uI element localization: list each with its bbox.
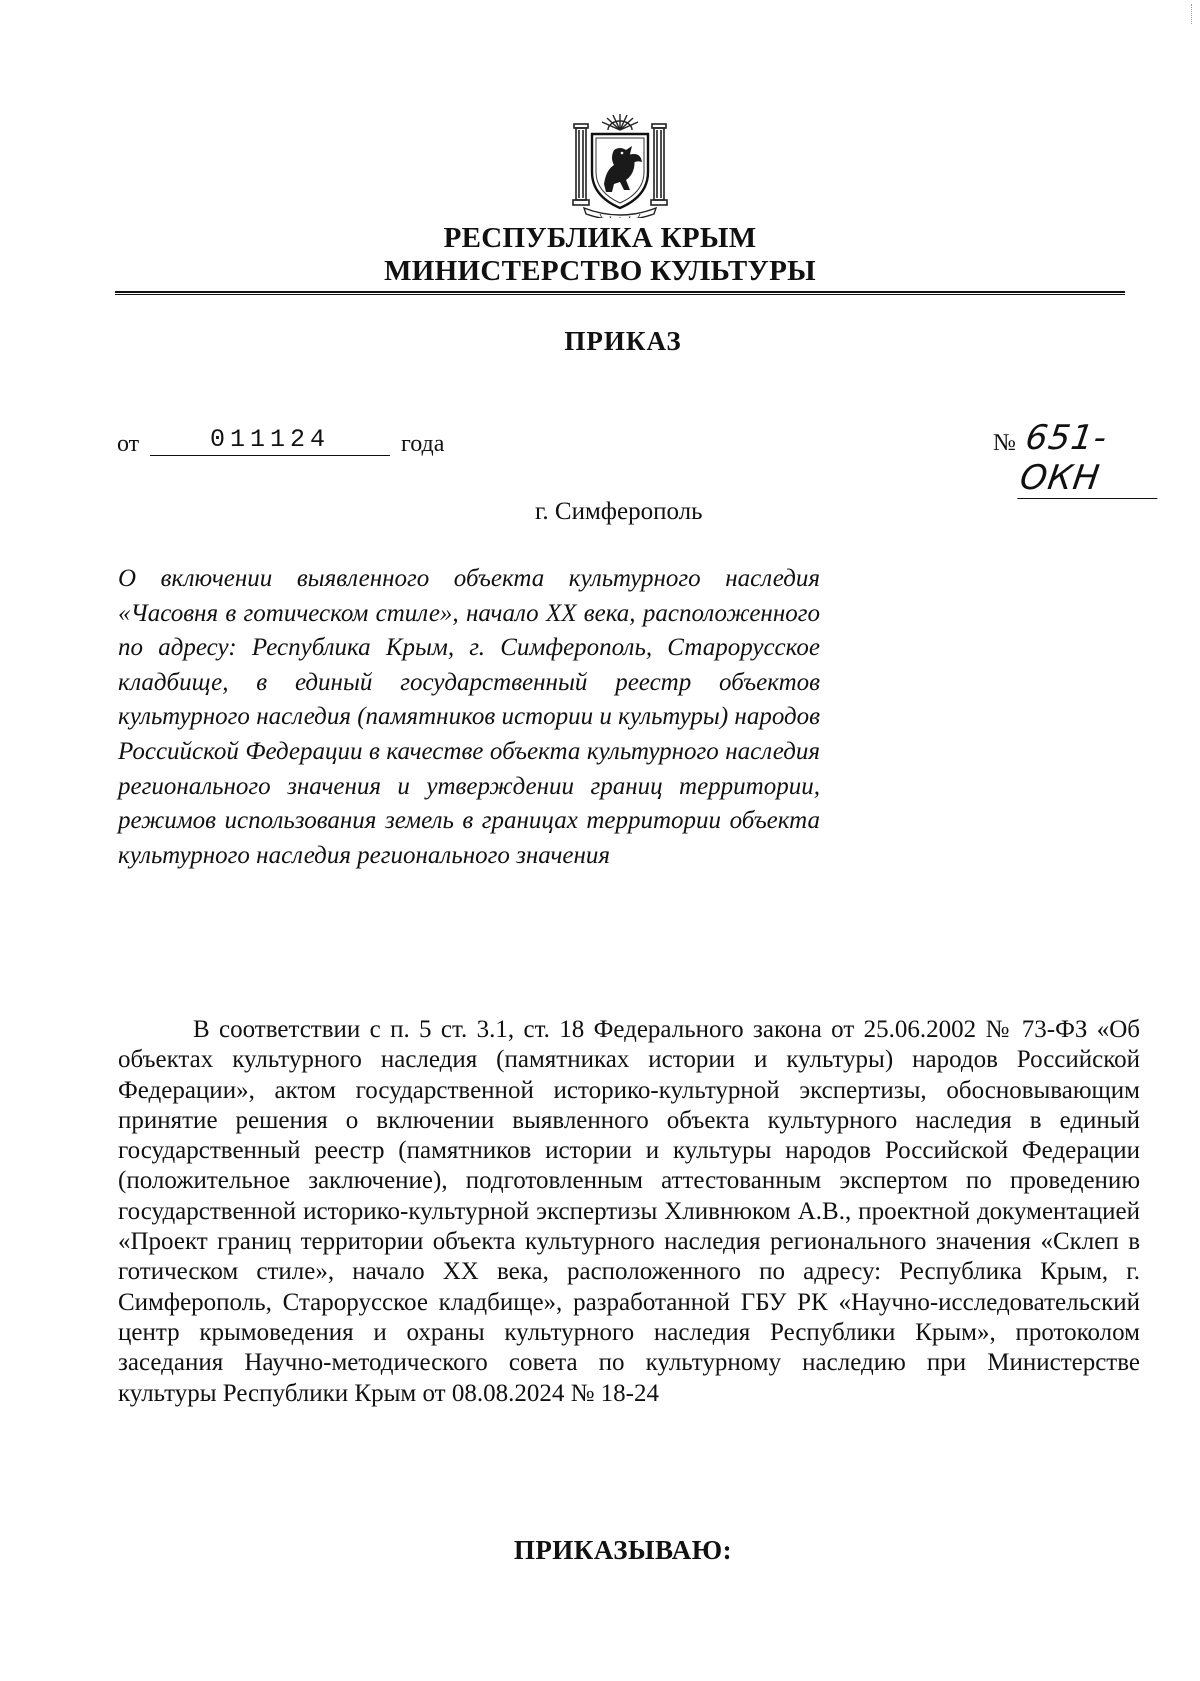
date-prefix: от [117, 431, 140, 457]
document-date [117, 425, 457, 459]
header-ministry: МИНИСТЕРСТВО КУЛЬТУРЫ [384, 255, 816, 287]
organization-header [0, 222, 1200, 288]
document-city: г. Симферополь [535, 498, 703, 525]
crimea-coat-of-arms-icon [570, 110, 670, 218]
scan-edge-mark [1183, 4, 1192, 24]
date-suffix: года [401, 431, 445, 457]
date-value: 011124 [150, 425, 390, 456]
decree-heading: ПРИКАЗЫВАЮ: [513, 1535, 733, 1565]
document-subject: О включении выявленного объекта культурного наследия «Часовня в готическом стиле», начало XX века, расположенного по адресу: Республика Крым, г. Симферополь, Старорусское кладбище, в единый государственный реестр объектов культурного наследия (памятников истории и культуры) народов Российской Федерации в качестве объекта культурного наследия регионального значения и утверждении границ территории, режимов использования земель в границах территории объекта культурного наследия регионального значения [118, 565, 820, 869]
document-number [993, 418, 1163, 498]
header-divider [115, 291, 1125, 295]
number-prefix: № [993, 430, 1016, 456]
header-republic: РЕСПУБЛИКА КРЫМ [443, 222, 757, 254]
number-value: 651-ОКН [1017, 418, 1168, 499]
document-body: В соответствии с п. 5 ст. 3.1, ст. 18 Федерального закона от 25.06.2002 № 73-ФЗ «Об объектах культурного наследия (памятниках истории и культуры) народов Российской Федерации», актом государственной историко-культурной экспертизы, обосновывающим принятие решения о включении выявленного объекта культурного наследия в единый государственный реестр (памятников истории и культуры народов Российской Федерации (положительное заключение), подготовленным аттестованным экспертом по проведению государственной историко-культурной экспертизы Хливнюком А.В., проектной документацией «Проект границ территории объекта культурного наследия регионального значения «Склеп в готическом стиле», начало XX века, расположенного по адресу: Республика Крым, г. Симферополь, Старорусское кладбище», разработанной ГБУ РК «Научно-исследовательский центр крымоведения и охраны культурного наследия Республики Крым», протоколом заседания Научно-методического совета по культурному наследию при Министерстве культуры Республики Крым от 08.08.2024 № 18-24 [118, 1016, 1140, 1407]
document-type-title: ПРИКАЗ [564, 326, 682, 356]
